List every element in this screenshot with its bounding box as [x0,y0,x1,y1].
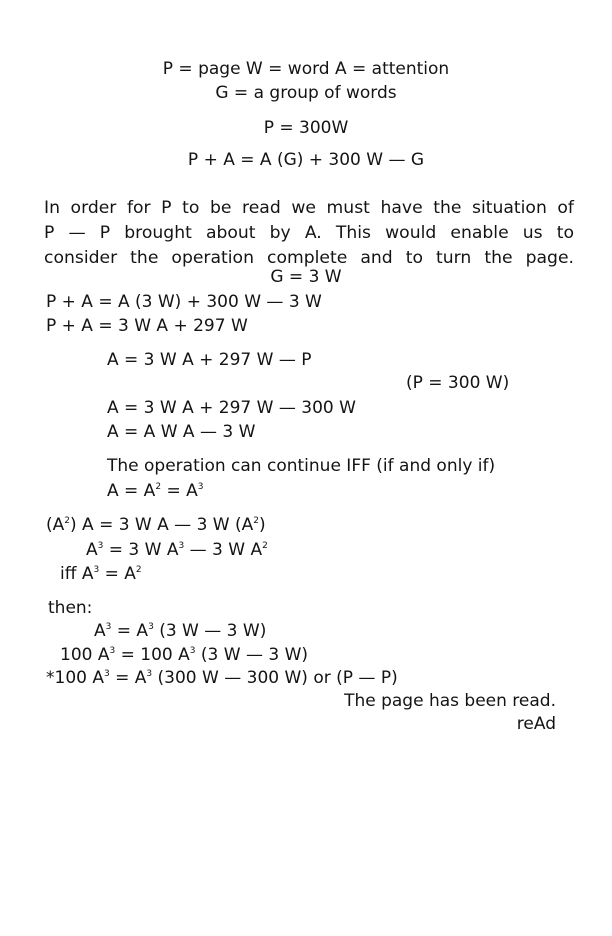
result-step-3: *100 $A^3 = A^3$ (300 W — 300 W) or (P — P) [46,668,398,688]
derivation-step-5: A = A W A — 3 W [107,422,256,442]
power-step-1: $(A^2) A = 3$ W A — 3 W $(A^2)$ [46,515,266,535]
signature: reAd [516,714,556,734]
definitions-line-1: P = page W = word A = attention [162,59,450,79]
explanation-paragraph [44,196,574,271]
derivation-note: (P = 300 W) [406,373,510,393]
then-label: then: [48,598,93,618]
derivation-step-1: P + A = A (3 W) + 300 W — 3 W [46,292,322,312]
derivation-step-4: A = 3 W A + 297 W — 300 W [107,398,356,418]
condition-equation: $A = A^2 = A^3$ [107,481,204,501]
paragraph-line-2: P — P brought about by A. This would enable us to [44,223,574,243]
condition-text: The operation can continue IFF (if and only if) [107,456,496,476]
closing-line: The page has been read. [344,691,556,711]
equation-page-attention: P + A = A (G) + 300 W — G [187,150,425,170]
result-step-1: $A^3 = A^3$ (3 W — 3 W) [94,621,267,641]
paragraph-line-3: consider the operation complete and to turn the page. [44,248,574,268]
derivation-step-2: P + A = 3 W A + 297 W [46,316,248,336]
result-step-2: 100 $A^3 = 100$ $A^3$ (3 W — 3 W) [60,645,309,665]
definitions-line-2: G = a group of words [215,83,397,103]
power-step-3: iff $A^3 = A^2$ [60,564,142,584]
paragraph-line-1: In order for P to be read we must have the situation of [44,198,574,218]
equation-page-words: P = 300W [263,118,349,138]
derivation-step-3: A = 3 W A + 297 W — P [107,350,312,370]
equation-group: G = 3 W [270,267,342,287]
power-step-2: $A^3 = 3$ W $A^3$ — 3 W $A^2$ [86,540,268,560]
